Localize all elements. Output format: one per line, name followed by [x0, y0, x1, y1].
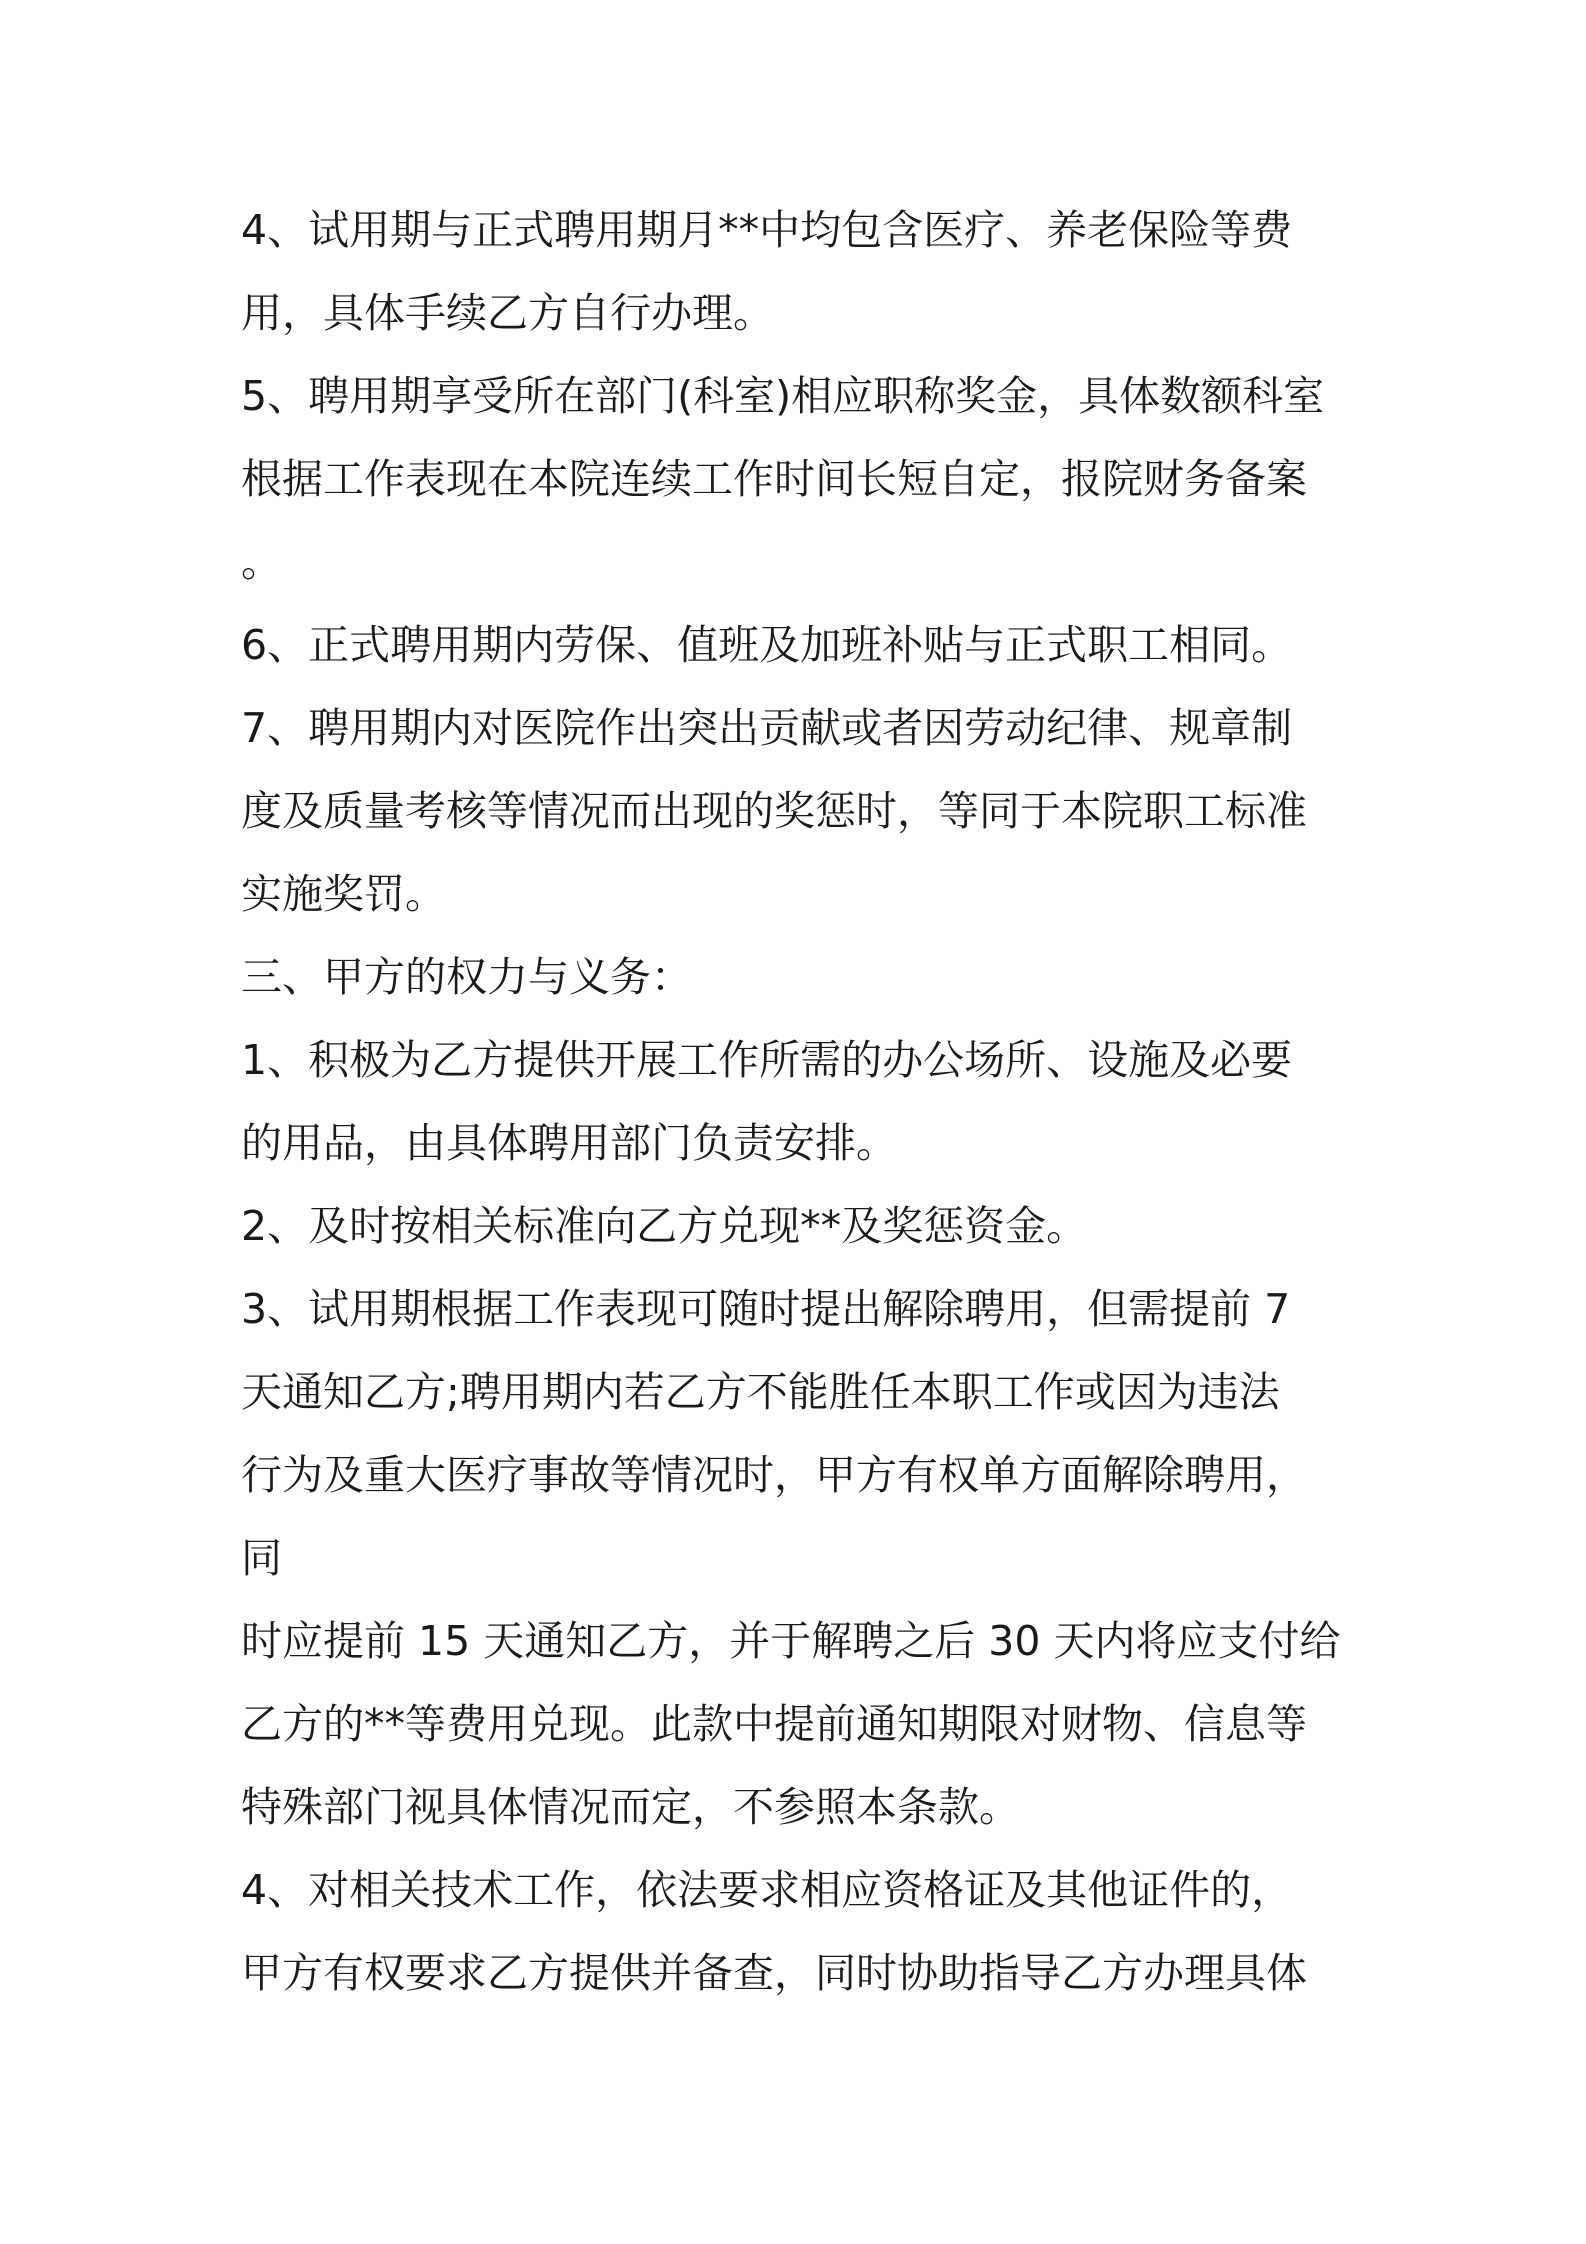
text-line: 的用品，由具体聘用部门负责安排。: [241, 1119, 897, 1167]
text-line: 时应提前 15 天通知乙方，并于解聘之后 30 天内将应支付给: [241, 1617, 1341, 1665]
text-line: 2、及时按相关标准向乙方兑现**及奖惩资金。: [241, 1202, 1088, 1250]
text-line: 4、对相关技术工作，依法要求相应资格证及其他证件的，: [241, 1866, 1293, 1914]
section-heading: 三、甲方的权力与义务：: [241, 953, 692, 1001]
text-line: 根据工作表现在本院连续工作时间长短自定，报院财务备案: [241, 455, 1307, 503]
text-line: 。: [241, 538, 282, 586]
text-line: 6、正式聘用期内劳保、值班及加班补贴与正式职工相同。: [241, 621, 1293, 669]
text-line: 实施奖罚。: [241, 870, 446, 918]
text-line: 用，具体手续乙方自行办理。: [241, 289, 774, 337]
text-line: 4、试用期与正式聘用期月**中均包含医疗、养老保险等费: [241, 206, 1293, 254]
text-line: 7、聘用期内对医院作出突出贡献或者因劳动纪律、规章制: [241, 704, 1293, 752]
text-line: 甲方有权要求乙方提供并备查，同时协助指导乙方办理具体: [241, 1949, 1307, 1997]
text-line: 5、聘用期享受所在部门(科室)相应职称奖金，具体数额科室: [241, 372, 1325, 420]
text-line: 3、试用期根据工作表现可随时提出解除聘用，但需提前 7: [241, 1285, 1291, 1333]
text-line: 天通知乙方;聘用期内若乙方不能胜任本职工作或因为违法: [241, 1368, 1280, 1416]
text-line: 特殊部门视具体情况而定，不参照本条款。: [241, 1783, 1020, 1831]
text-line: 度及质量考核等情况而出现的奖惩时，等同于本院职工标准: [241, 787, 1307, 835]
text-line: 1、积极为乙方提供开展工作所需的办公场所、设施及必要: [241, 1036, 1293, 1084]
text-line: 行为及重大医疗事故等情况时，甲方有权单方面解除聘用，: [241, 1451, 1307, 1499]
text-line: 乙方的**等费用兑现。此款中提前通知期限对财物、信息等: [241, 1700, 1307, 1748]
text-line: 同: [241, 1534, 282, 1582]
